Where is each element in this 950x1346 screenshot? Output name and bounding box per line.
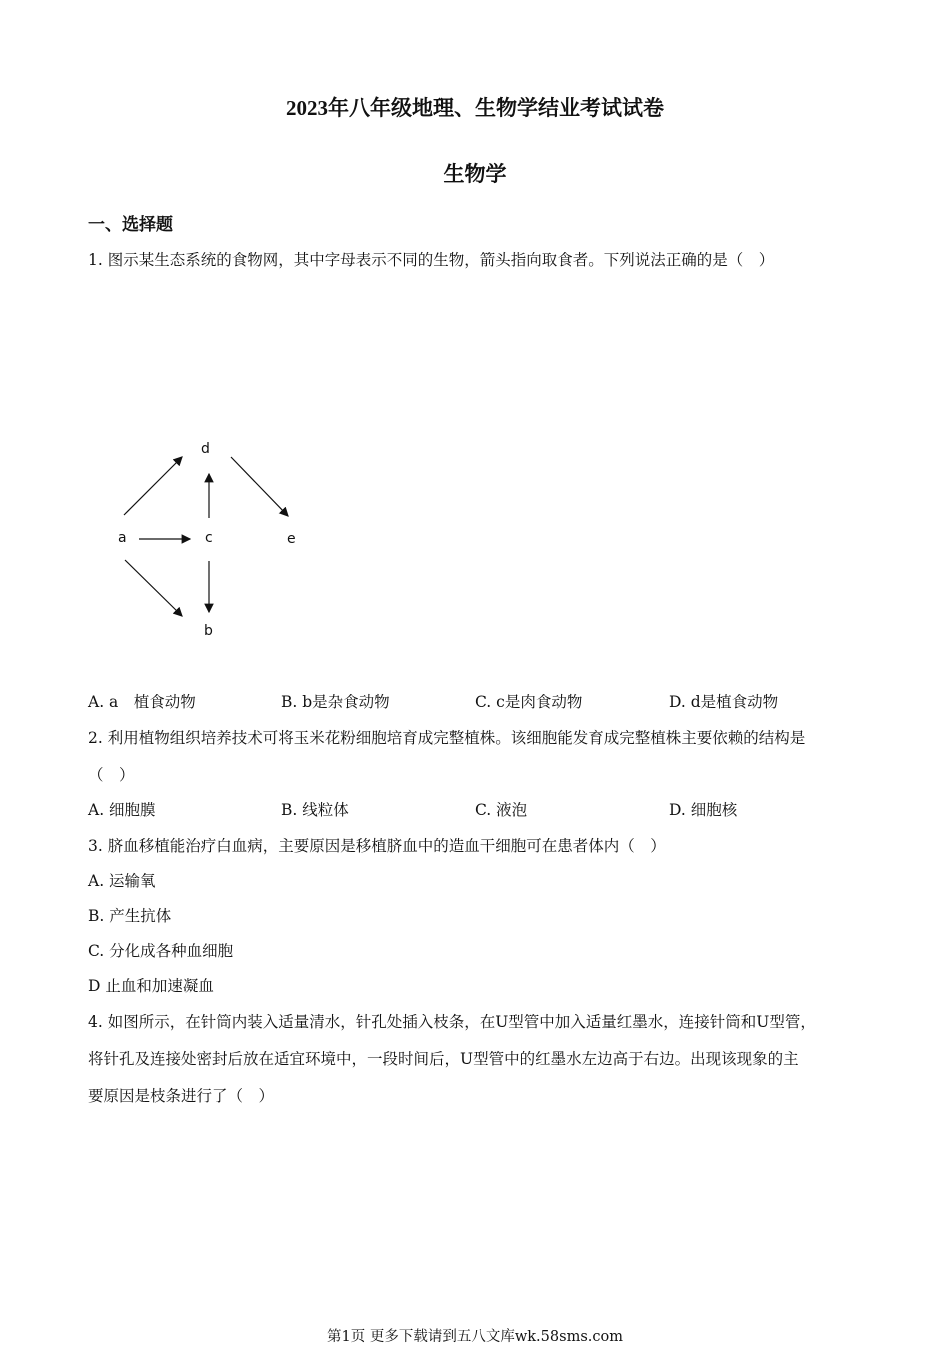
question-4-stem-line-1: 4. 如图所示，在针筒内装入适量清水，针孔处插入枝条，在U型管中加入适量红墨水，连接针筒和U型管， bbox=[88, 1013, 816, 1031]
arrow-a-to-b bbox=[125, 560, 182, 616]
q2-option-d: D. 细胞核 bbox=[669, 801, 738, 819]
question-4-stem-line-2: 将针孔及连接处密封后放在适宜环境中，一段时间后，U型管中的红墨水左边高于右边。出现该现象的主 bbox=[88, 1050, 799, 1068]
question-1-stem: 1. 图示某生态系统的食物网，其中字母表示不同的生物，箭头指向取食者。下列说法正确的是（ ） bbox=[88, 251, 775, 269]
subject-title: 生物学 bbox=[443, 162, 507, 186]
node-c: c bbox=[205, 530, 213, 546]
arrow-d-to-e bbox=[231, 457, 288, 516]
q3-option-c: C. 分化成各种血细胞 bbox=[88, 942, 234, 960]
q2-option-a: A. 细胞膜 bbox=[88, 801, 156, 819]
exam-title: 2023年八年级地理、生物学结业考试试卷 bbox=[286, 96, 664, 120]
q2-option-b: B. 线粒体 bbox=[281, 801, 349, 819]
q3-option-a: A. 运输氧 bbox=[88, 872, 156, 890]
page-footer: 第1页 更多下载请到五八文库wk.58sms.com bbox=[327, 1329, 623, 1345]
q3-option-d: D 止血和加速凝血 bbox=[88, 977, 214, 995]
arrow-a-to-d bbox=[124, 457, 182, 515]
q1-option-a: A. a 植食动物 bbox=[88, 693, 196, 711]
q3-option-b: B. 产生抗体 bbox=[88, 907, 172, 925]
node-a: a bbox=[118, 530, 127, 546]
question-2-stem: 2. 利用植物组织培养技术可将玉米花粉细胞培育成完整植株。该细胞能发育成完整植株主要依赖的结构是 bbox=[88, 729, 806, 747]
question-3-stem: 3. 脐血移植能治疗白血病，主要原因是移植脐血中的造血干细胞可在患者体内（ ） bbox=[88, 837, 666, 855]
q1-option-b: B. b是杂食动物 bbox=[281, 693, 390, 711]
food-web-diagram bbox=[100, 430, 330, 645]
node-e: e bbox=[287, 531, 296, 547]
q1-option-c: C. c是肉食动物 bbox=[475, 693, 583, 711]
q2-option-c: C. 液泡 bbox=[475, 801, 528, 819]
node-d: d bbox=[201, 441, 210, 457]
question-2-stem-cont: （ ） bbox=[88, 766, 135, 784]
section-heading: 一、选择题 bbox=[88, 215, 173, 235]
q1-option-d: D. d是植食动物 bbox=[669, 693, 779, 711]
question-4-stem-line-3: 要原因是枝条进行了（ ） bbox=[88, 1087, 275, 1105]
node-b: b bbox=[204, 623, 213, 639]
